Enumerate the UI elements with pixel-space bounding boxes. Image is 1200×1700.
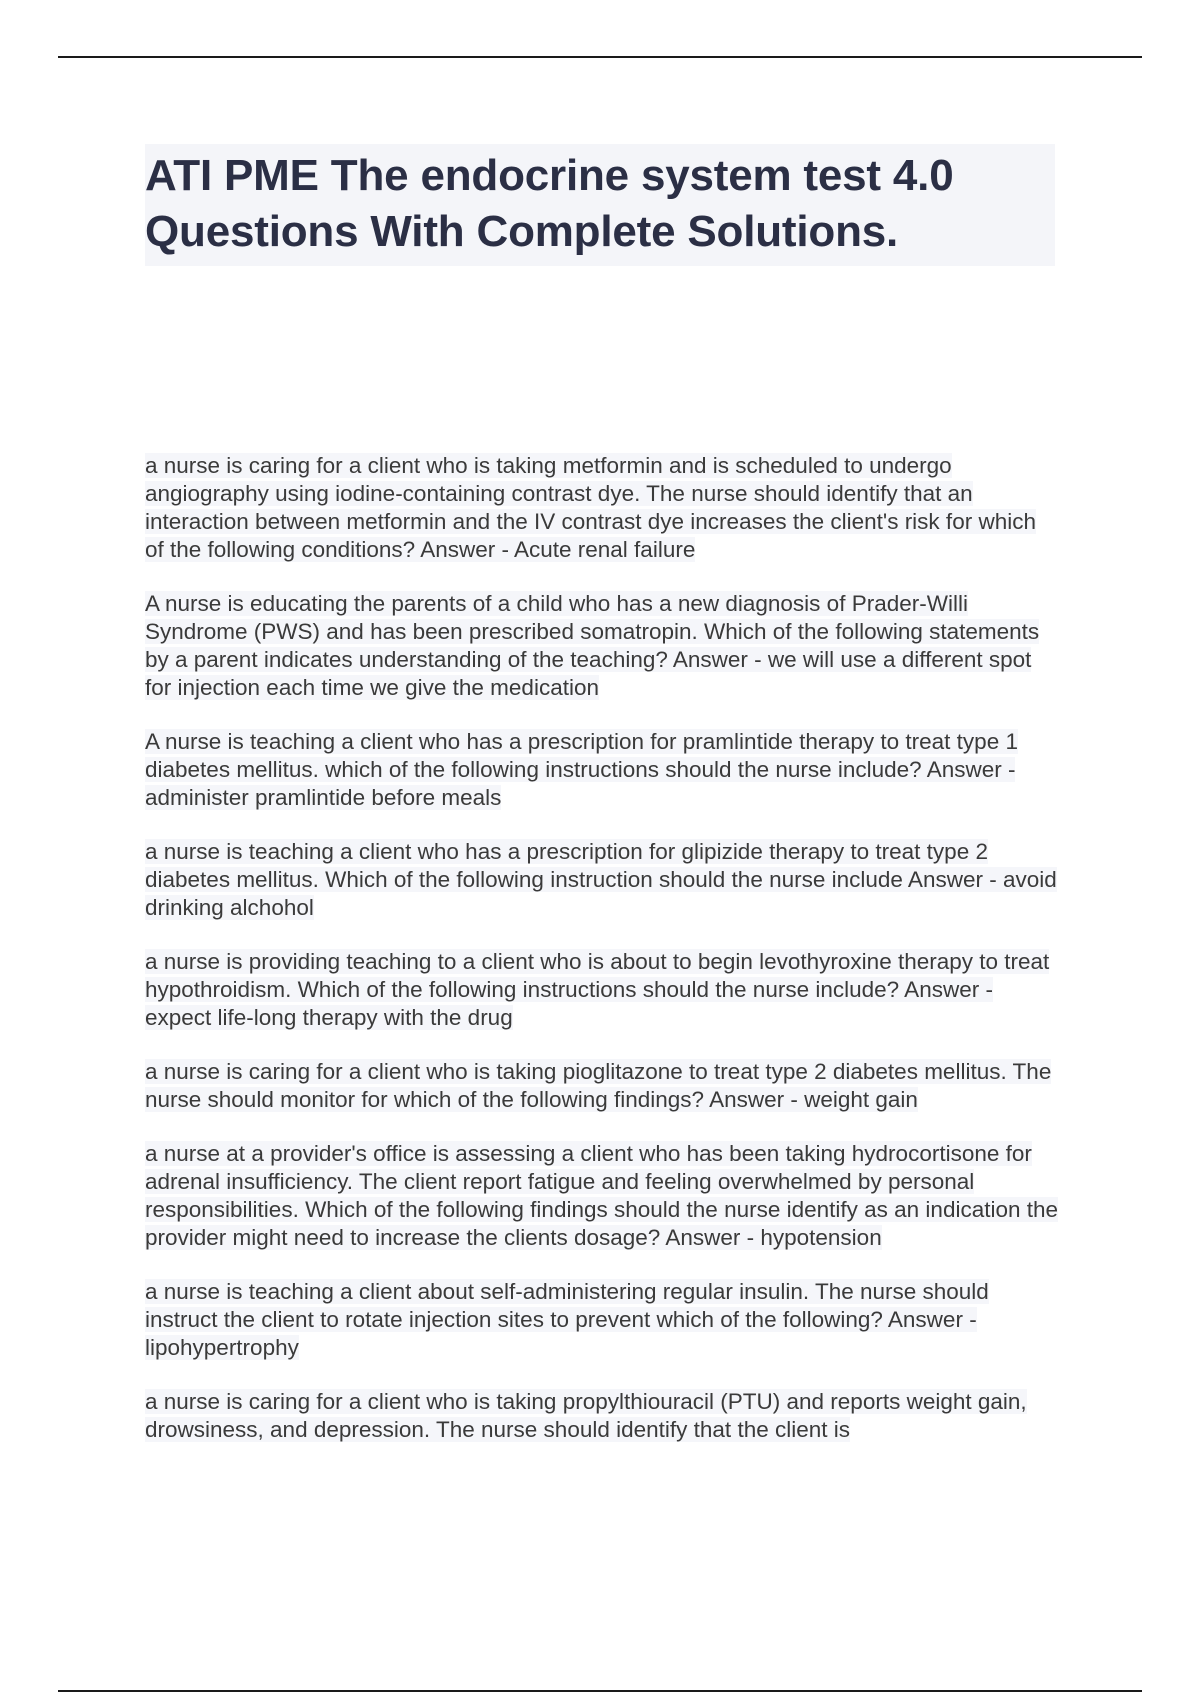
answer-prefix: Answer -	[704, 1087, 805, 1112]
qa-item-6	[145, 1058, 1060, 1114]
question-text: a nurse is teaching a client who has a prescription for glipizide therapy to treat type 2 diabetes mellitus. Which of the following instruction should the nurse include	[145, 839, 988, 892]
answer-text: avoid drinking alchohol	[145, 867, 1057, 920]
question-text: a nurse is caring for a client who is taking propylthiouracil (PTU) and reports weight gain, drowsiness, and depression. The nurse should identify that the client is	[145, 1389, 1027, 1442]
qa-item-5	[145, 948, 1060, 1032]
question-text: a nurse is providing teaching to a client who is about to begin levothyroxine therapy to treat hypothroidism. Which of the following instructions should the nurse include?	[145, 949, 1050, 1002]
qa-item-8	[145, 1278, 1060, 1362]
question-text: a nurse is caring for a client who is taking metformin and is scheduled to undergo angiography using iodine-containing contrast dye. The nurse should identify that an interaction between metformin and the IV contrast dye increases the client's risk for which of the following conditions?	[145, 453, 1036, 562]
answer-prefix: Answer -	[667, 647, 768, 672]
question-text: A nurse is educating the parents of a child who has a new diagnosis of Prader-Willi Syndrome (PWS) and has been prescribed somatropin. Which of the following statements by a parent indicates understanding of the teaching?	[145, 591, 1040, 672]
answer-text: we will use a different spot for injection each time we give the medication	[145, 647, 1032, 700]
answer-text: expect life-long therapy with the drug	[145, 1005, 513, 1030]
qa-item-4	[145, 838, 1060, 922]
qa-item-2	[145, 590, 1060, 702]
qa-item-7	[145, 1140, 1060, 1252]
qa-list	[145, 452, 1060, 1470]
bottom-rule	[58, 1690, 1142, 1692]
answer-prefix: Answer -	[899, 977, 993, 1002]
answer-prefix: Answer -	[660, 1225, 761, 1250]
title-block	[145, 144, 1055, 266]
question-text: a nurse at a provider's office is assessing a client who has been taking hydrocortisone for adrenal insufficiency. The client report fatigue and feeling overwhelmed by personal responsibilities. Which of the following findings should the nurse identify as an indication the provider might need to increase the clients dosage?	[145, 1141, 1059, 1250]
answer-text: hypotension	[760, 1225, 882, 1250]
answer-prefix: Answer -	[902, 867, 1003, 892]
qa-item-3	[145, 728, 1060, 812]
top-rule	[58, 56, 1142, 58]
answer-text: administer pramlintide before meals	[145, 785, 502, 810]
question-text: a nurse is teaching a client about self-administering regular insulin. The nurse should instruct the client to rotate injection sites to prevent which of the following?	[145, 1279, 989, 1332]
answer-prefix: Answer -	[921, 757, 1016, 782]
answer-prefix: Answer -	[415, 537, 514, 562]
answer-text: lipohypertrophy	[145, 1335, 299, 1360]
document-title: ATI PME The endocrine system test 4.0 Questions With Complete Solutions.	[145, 151, 954, 256]
answer-prefix: Answer -	[882, 1307, 977, 1332]
question-text: A nurse is teaching a client who has a prescription for pramlintide therapy to treat type 1 diabetes mellitus. which of the following instructions should the nurse include?	[145, 729, 1018, 782]
answer-text: weight gain	[804, 1087, 918, 1112]
qa-item-1	[145, 452, 1060, 564]
answer-text: Acute renal failure	[513, 537, 696, 562]
qa-item-9	[145, 1388, 1060, 1444]
question-text: a nurse is caring for a client who is taking pioglitazone to treat type 2 diabetes mellitus. The nurse should monitor for which of the following findings?	[145, 1059, 1052, 1112]
